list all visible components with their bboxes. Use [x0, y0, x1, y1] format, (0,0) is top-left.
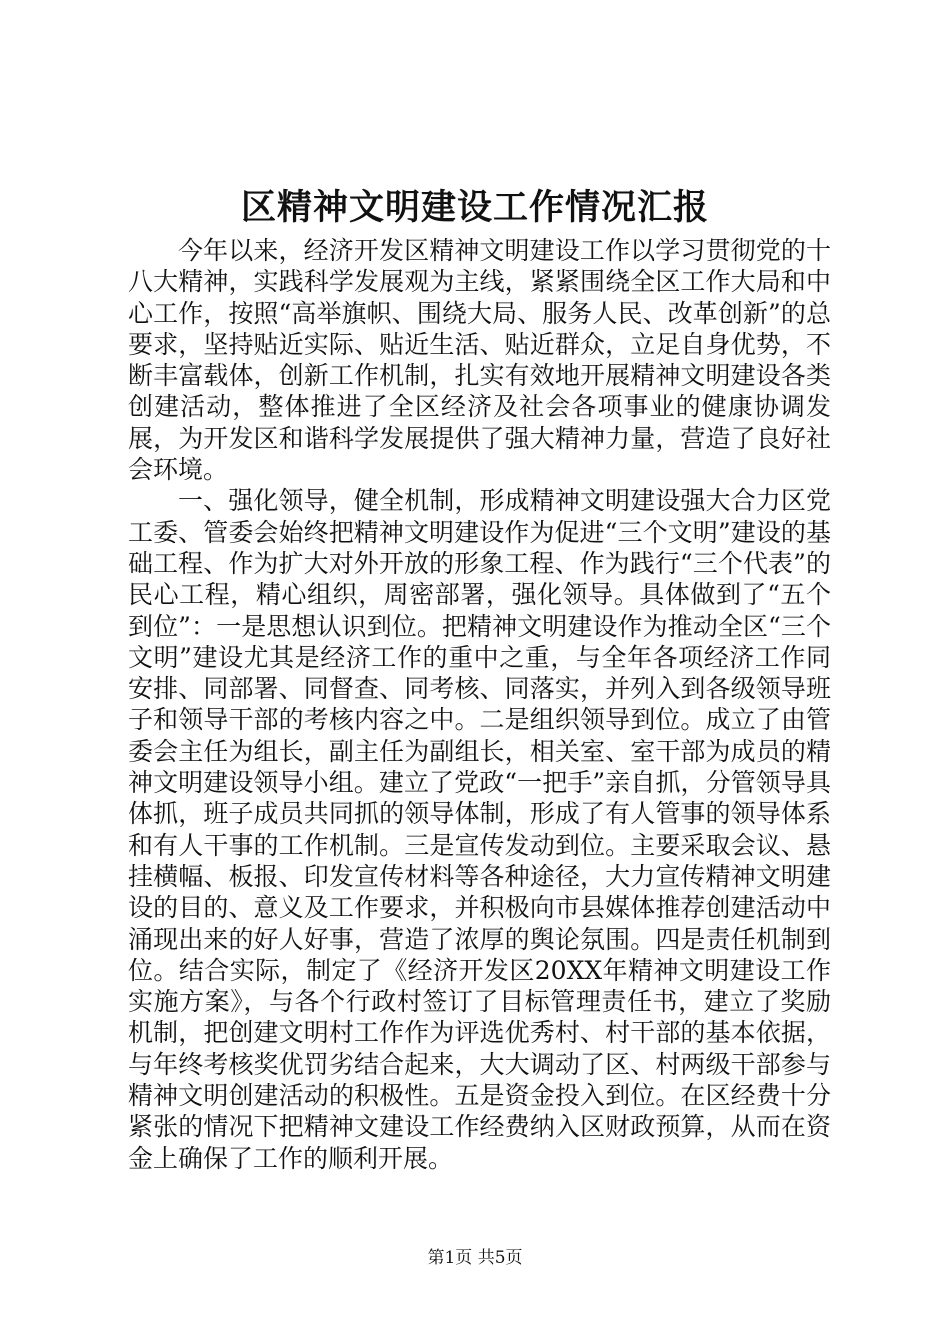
paragraph-section-one: 一、强化领导，健全机制，形成精神文明建设强大合力区党工委、管委会始终把精神文明建设作为促进“三个文明”建设的基础工程、作为扩大对外开放的形象工程、作为践行“三个代表”的民心工程，精心组织，周密部署，强化领导。具体做到了“五个到位”：一是思想认识到位。把精神文明建设作为推动全区“三个文明”建设尤其是经济工作的重中之重，与全年各项经济工作同安排、同部署、同督查、同考核、同落实，并列入到各级领导班子和领导干部的考核内容之中。二是组织领导到位。成立了由管委会主任为组长，副主任为副组长，相关室、室干部为成员的精神文明建设领导小组。建立了党政“一把手”亲自抓，分管领导具体抓，班子成员共同抓的领导体制，形成了有人管事的领导体系和有人干事的工作机制。三是宣传发动到位。主要采取会议、悬挂横幅、板报、印发宣传材料等各种途径，大力宣传精神文明建设的目的、意义及工作要求，并积极向市县媒体推荐创建活动中涌现出来的好人好事，营造了浓厚的舆论氛围。四是责任机制到位。结合实际，制定了《经济开发区20XX年精神文明建设工作实施方案》，与各个行政村签订了目标管理责任书，建立了奖励机制，把创建文明村工作作为评选优秀村、村干部的基本依据，与年终考核奖优罚劣结合起来，大大调动了区、村两级干部参与精神文明创建活动的积极性。五是资金投入到位。在区经费十分紧张的情况下把精神文建设工作经费纳入区财政预算，从而在资金上确保了工作的顺利开展。	[128, 486, 831, 1173]
page-number: 第1页 共5页	[427, 1248, 523, 1268]
document-body	[128, 235, 831, 1174]
document-title: 区精神文明建设工作情况汇报	[240, 187, 709, 228]
paragraph-intro: 今年以来，经济开发区精神文明建设工作以学习贯彻党的十八大精神，实践科学发展观为主线，紧紧围绕全区工作大局和中心工作，按照“高举旗帜、围绕大局、服务人民、改革创新”的总要求，坚持贴近实际、贴近生活、贴近群众，立足自身优势，不断丰富载体，创新工作机制，扎实有效地开展精神文明建设各类创建活动，整体推进了全区经济及社会各项事业的健康协调发展，为开发区和谐科学发展提供了强大精神力量，营造了良好社会环境。	[128, 236, 831, 485]
